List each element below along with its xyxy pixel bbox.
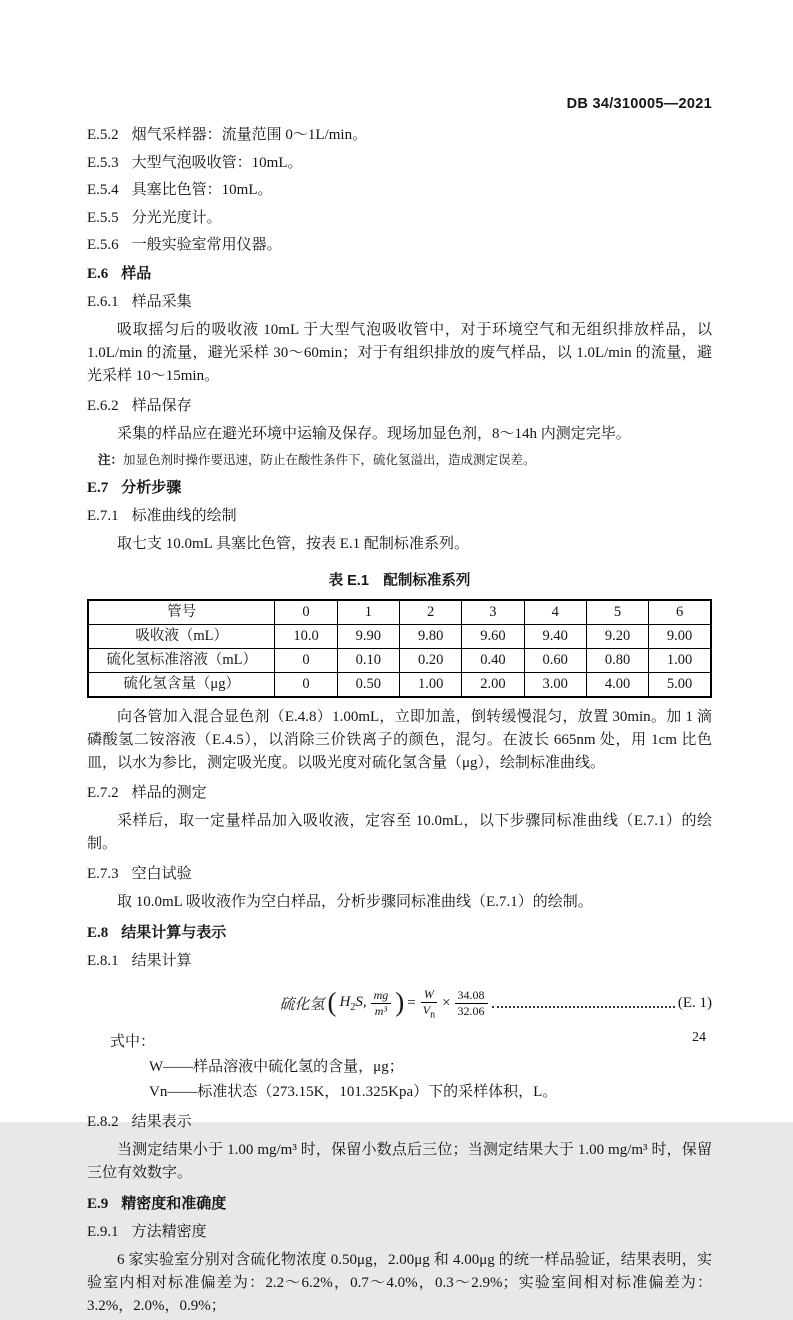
section-heading-e7 <box>87 478 712 498</box>
data-cell: 9.20 <box>586 625 648 649</box>
data-cell: 9.00 <box>649 625 711 649</box>
table-row <box>88 673 711 698</box>
formula-e1 <box>87 987 712 1022</box>
row-label-cell: 吸收液（mL） <box>88 625 275 649</box>
data-cell: 0 <box>275 673 337 698</box>
row-label-cell: 硫化氢标准溶液（mL） <box>88 649 275 673</box>
section-heading-e9 <box>87 1194 712 1214</box>
data-cell: 1.00 <box>399 673 461 698</box>
data-cell: 3.00 <box>524 673 586 698</box>
table-title: 表 E.1 配制标准系列 <box>328 573 471 589</box>
formula-expression <box>279 987 488 1022</box>
data-cell: 0.20 <box>399 649 461 673</box>
row-label-cell: 硫化氢含量（μg） <box>88 673 275 698</box>
clause-number: E.5.5 <box>87 209 119 226</box>
times-sign: × <box>442 995 451 1012</box>
subclause-e7-2 <box>87 783 712 803</box>
paragraph-e7-3: 取 10.0mL 吸收液作为空白样品，分析步骤同标准曲线（E.7.1）的绘制。 <box>117 894 593 910</box>
section-heading-e8 <box>87 923 712 943</box>
page-content <box>87 96 712 1320</box>
standards-series-table <box>87 599 712 698</box>
clause-number: E.6.1 <box>87 293 119 310</box>
clause-number: E.7 <box>87 480 109 496</box>
clause-text: 一般实验室常用仪器。 <box>131 237 282 253</box>
paragraph-after-table: 向各管加入混合显色剂（E.4.8）1.00mL，立即加盖，倒转缓慢混匀，放置 30min。加 1 滴磷酸氢二铵溶液（E.4.5），以消除三价铁离子的颜色，混匀。在波长 665nm 处，用 1cm 比色皿，以水为参比，测定吸光度。以吸光度对硫化氢含量（μg），绘制标准曲线。 <box>87 709 712 771</box>
paragraph-e6-2: 采集的样品应在避光环境中运输及保存。现场加显色剂，8～14h 内测定完毕。 <box>117 426 631 442</box>
clause-text: 结果计算 <box>131 952 192 969</box>
paragraph-e6-1: 吸取摇匀后的吸收液 10mL 于大型气泡吸收管中，对于环境空气和无组织排放样品，以 1.0L/min 的流量，避光采样 30～60min；对于有组织排放的废气样品，以 1.0L/min 的流量，避光采样 10～15min。 <box>87 322 712 384</box>
clause-e5-4 <box>87 180 712 200</box>
clause-number: E.5.2 <box>87 127 119 143</box>
data-cell: 2.00 <box>462 673 524 698</box>
clause-number: E.9 <box>87 1196 109 1213</box>
formula-quantity-name: 硫化氢 <box>279 997 325 1014</box>
clause-e5-5 <box>87 208 712 228</box>
formula-number: (E. 1) <box>677 995 712 1012</box>
data-cell: 0.60 <box>524 649 586 673</box>
clause-number: E.5.3 <box>87 154 119 171</box>
subclause-e6-2 <box>87 396 712 416</box>
chemical-symbol: $H_2S$, <box>339 994 367 1014</box>
subclause-e6-1 <box>87 292 712 312</box>
doc-header <box>87 96 712 112</box>
open-paren: ( <box>327 987 337 1018</box>
clause-number: E.7.2 <box>87 784 119 801</box>
data-cell: 9.90 <box>337 625 399 649</box>
subclause-e9-1 <box>87 1222 712 1242</box>
section-title: 样品 <box>121 265 152 282</box>
data-cell: 0.80 <box>586 649 648 673</box>
paragraph-e9-1: 6 家实验室分别对含硫化物浓度 0.50μg，2.00μg 和 4.00μg 的统一样品验证，结果表明，实验室内相对标准偏差为：2.2～6.2%，0.7～4.0%，0.3～2.9%；实验室间相对标准偏差为：3.2%，2.0%，0.9%； <box>87 1252 712 1315</box>
header-cell: 4 <box>524 600 586 625</box>
data-cell: 0.50 <box>337 673 399 698</box>
where-item-vn: Vn——标准状态（273.15K，101.325Kpa）下的采样体积，L。 <box>149 1084 558 1101</box>
header-cell: 6 <box>649 600 711 625</box>
clause-text: 空白试验 <box>131 865 192 882</box>
clause-number: E.7.1 <box>87 507 119 524</box>
paragraph-e8-2: 当测定结果小于 1.00 mg/m³ 时，保留小数点后三位；当测定结果大于 1.00 mg/m³ 时，保留三位有效数字。 <box>87 1142 712 1182</box>
fraction-units: $\frac{mg}{\text{m³}}$ <box>371 988 392 1019</box>
data-cell: 9.60 <box>462 625 524 649</box>
clause-e5-6 <box>87 235 712 255</box>
where-item-w: W——样品溶液中硫化氢的含量，μg； <box>149 1059 404 1076</box>
clause-number: E.6 <box>87 266 109 282</box>
clause-number: E.8.1 <box>87 952 119 969</box>
clause-number: E.9.1 <box>87 1223 119 1240</box>
fraction-molar-ratio: $\frac{34.08}{32.06}$ <box>455 988 488 1019</box>
clause-number: E.8 <box>87 925 109 941</box>
header-cell: 管号 <box>88 600 275 625</box>
section-title: 分析步骤 <box>121 479 182 496</box>
data-cell: 5.00 <box>649 673 711 698</box>
subclause-e8-1 <box>87 951 712 971</box>
section-title: 结果计算与表示 <box>121 924 227 941</box>
clause-text: 具塞比色管：10mL。 <box>131 182 273 198</box>
header-cell: 1 <box>337 600 399 625</box>
clause-text: 烟气采样器：流量范围 0～1L/min。 <box>131 127 368 143</box>
data-cell: 4.00 <box>586 673 648 698</box>
clause-text: 大型气泡吸收管：10mL。 <box>131 154 303 171</box>
data-cell: 9.80 <box>399 625 461 649</box>
table-row <box>88 625 711 649</box>
data-cell: 0.40 <box>462 649 524 673</box>
clause-e5-3 <box>87 153 712 173</box>
clause-number: E.7.3 <box>87 865 119 882</box>
header-cell: 5 <box>586 600 648 625</box>
data-cell: 0.10 <box>337 649 399 673</box>
clause-text: 样品的测定 <box>131 784 207 801</box>
clause-number: E.5.4 <box>87 182 119 198</box>
fraction-w-vn: $\frac{W}{V_n}$ <box>420 987 438 1022</box>
section-title: 精密度和准确度 <box>121 1195 227 1213</box>
data-cell: 1.00 <box>649 649 711 673</box>
clause-text: 方法精密度 <box>131 1223 207 1240</box>
note-text: 加显色剂时操作要迅速，防止在酸性条件下，硫化氢溢出，造成测定误差。 <box>123 453 536 467</box>
page-number: 24 <box>692 1030 706 1045</box>
section-heading-e6 <box>87 264 712 284</box>
equals-sign: = <box>407 995 416 1012</box>
clause-number: E.6.2 <box>87 397 119 414</box>
note-label: 注： <box>98 453 124 467</box>
paragraph-e7-1: 取七支 10.0mL 具塞比色管，按表 E.1 配制标准系列。 <box>117 536 469 552</box>
data-cell: 10.0 <box>275 625 337 649</box>
data-cell: 0 <box>275 649 337 673</box>
clause-number: E.8.2 <box>87 1113 119 1130</box>
header-cell: 0 <box>275 600 337 625</box>
dotted-leader <box>492 1006 675 1008</box>
clause-text: 分光光度计。 <box>131 209 222 226</box>
vn-denominator: $V_n$ <box>422 1002 436 1020</box>
data-cell: 9.40 <box>524 625 586 649</box>
clause-e5-2 <box>87 125 712 145</box>
table-row <box>88 649 711 673</box>
paragraph-e7-2: 采样后，取一定量样品加入吸收液，定容至 10.0mL，以下步骤同标准曲线（E.7.1）的绘制。 <box>87 813 712 852</box>
where-label: 式中： <box>110 1034 156 1051</box>
header-cell: 2 <box>399 600 461 625</box>
note <box>87 451 712 469</box>
standard-code: DB 34/310005—2021 <box>566 96 712 112</box>
clause-text: 样品采集 <box>131 293 192 310</box>
subclause-e7-1 <box>87 506 712 526</box>
header-cell: 3 <box>462 600 524 625</box>
clause-text: 样品保存 <box>131 397 192 414</box>
clause-text: 标准曲线的绘制 <box>131 507 237 524</box>
clause-text: 结果表示 <box>131 1113 192 1130</box>
clause-number: E.5.6 <box>87 237 119 253</box>
close-paren: ) <box>395 987 405 1018</box>
table-header-row <box>88 600 711 625</box>
subclause-e7-3 <box>87 864 712 884</box>
